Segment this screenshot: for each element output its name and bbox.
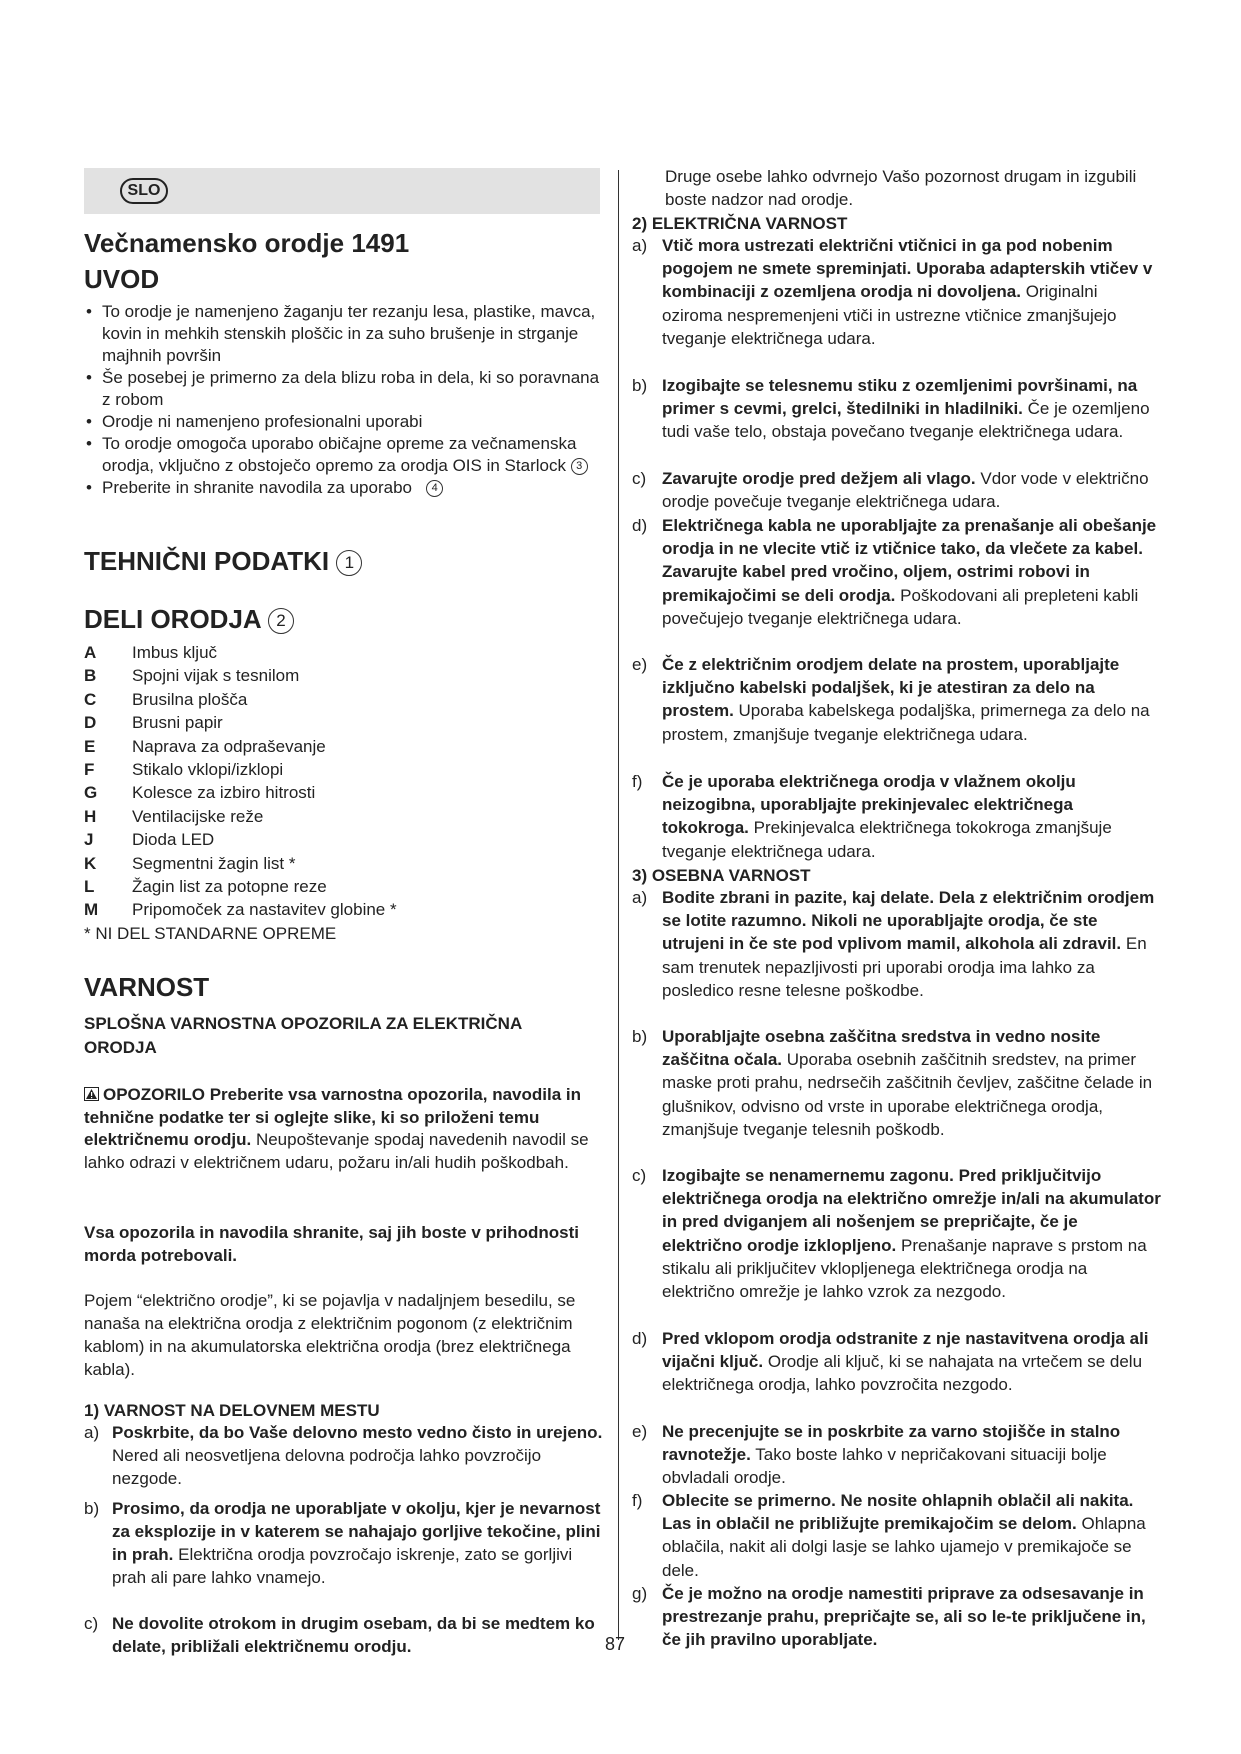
- list-item: L Žagin list za potopne reze: [84, 877, 327, 897]
- list-item: A Imbus ključ: [84, 643, 218, 662]
- list-item: • Še posebej je primerno za dela blizu roba in dela, ki so poravnana z robom: [84, 367, 604, 411]
- section-3-item-d: d) Pred vklopom orodja odstranite z nje nastavitvena orodja ali vijačni ključ. Orodje ali ključ, ki se nahajata na vrtečem se delu električnega orodja, lahko povzročita nezgodo.: [632, 1329, 1149, 1395]
- section-3-item-a: a) Bodite zbrani in pazite, kaj delate. Dela z električnim orodjem se lotite razumno. Nikoli ne uporabljajte orodja, če ste utrujeni in če ste pod vplivom mamil, alkohola ali zdravil. En sam trenutek nepazljivosti pri uporabi orodja ima lahko za posledico resne telesne poškodbe.: [632, 888, 1155, 1000]
- list-item: J Dioda LED: [84, 830, 215, 850]
- list-item: • To orodje omogoča uporabo običajne opreme za večnamenska orodja, vključno z obstoječo opremo za orodja OIS in Starlock 3: [84, 433, 604, 477]
- parts-note: * NI DEL STANDARNE OPREME: [84, 923, 337, 943]
- list-item: C Brusilna plošča: [84, 689, 248, 709]
- section-2-item-f: f) Če je uporaba električnega orodja v vlažnem okolju neizogibna, uporabljajte prekinjevalec električnega tokokroga. Prekinjevalca električnega tokokroga zmanjšuje tveganje električnega udara.: [632, 772, 1112, 861]
- list-item: D Brusni papir: [84, 713, 223, 733]
- list-item: K Segmentni žagin list *: [84, 853, 296, 873]
- list-item: B Spojni vijak s tesnilom: [84, 666, 300, 686]
- parts-list: [84, 641, 397, 945]
- ref-number-2: 2: [268, 608, 294, 634]
- language-badge: SLO: [120, 178, 168, 204]
- intro-bullet-list: [84, 301, 604, 499]
- continued-paragraph: Druge osebe lahko odvrnejo Vašo pozornost drugam in izgubili boste nadzor nad orodje.: [665, 167, 1137, 209]
- safety-heading: VARNOST: [84, 972, 210, 1002]
- tech-data-heading: TEHNIČNI PODATKI 1: [84, 546, 362, 577]
- section-3-heading: 3) OSEBNA VARNOST: [632, 866, 811, 885]
- power-tool-term-paragraph: Pojem “električno orodje”, ki se pojavlja v nadaljnjem besedilu, se nanaša na električna orodja z električnim pogonom (z električnim kablom) in na akumulatorska električna orodja (brez električnega kabla).: [84, 1291, 576, 1379]
- list-item: • To orodje je namenjeno žaganju ter rezanju lesa, plastike, mavca, kovin in mehkih stenskih ploščic in za suho brušenje in strganje majhnih površin: [84, 301, 604, 367]
- page-number: 87: [605, 1634, 626, 1654]
- section-2-item-a: a) Vtič mora ustrezati električni vtičnici in ga pod nobenim pogojem ne smete spreminjati. Uporaba adapterskih vtičev v kombinaciji z ozemljena orodja ni dovoljena. Originalni oziroma nespremenjeni vtiči in ustrezne vtičnice zmanjšujejo tveganje električnega udara.: [632, 236, 1153, 348]
- section-1-item-c: c) Ne dovolite otrokom in drugim osebam, da bi se medtem ko delate, približali električnemu orodju.: [84, 1614, 595, 1656]
- section-2-item-e: e) Če z električnim orodjem delate na prostem, uporabljajte izključno kabelski podaljšek, ki je atestiran za delo na prostem. Uporaba kabelskega podaljška, primernega za delo na prostem, zmanjšuje tveganje električnega udara.: [632, 655, 1150, 744]
- column-divider: [618, 170, 619, 1640]
- document-title: Večnamensko orodje 1491: [84, 228, 410, 258]
- section-3-item-e: e) Ne precenjujte se in poskrbite za varno stojišče in stalno ravnotežje. Tako boste lahko v nepričakovani situaciji bolje obvladali orodje.: [632, 1422, 1121, 1488]
- section-3-item-c: c) Izogibajte se nenamernemu zagonu. Pred priključitvijo električnega orodja na električno omrežje in/ali na akumulator in pred dviganjem ali nošenjem se prepričajte, če je električno orodje izklopljeno. Prenašanje naprave s prstom na stikalu ali priključitev vklopljenega električnega orodja na električno omrežje je lahko vzrok za nezgodo.: [632, 1166, 1161, 1302]
- section-1-heading: 1) VARNOST NA DELOVNEM MESTU: [84, 1401, 380, 1420]
- ref-number-3: 3: [571, 458, 588, 475]
- intro-heading: UVOD: [84, 264, 160, 294]
- parts-heading: DELI ORODJA 2: [84, 604, 294, 635]
- keep-instructions-paragraph: Vsa opozorila in navodila shranite, saj jih boste v prihodnosti morda potrebovali.: [84, 1223, 579, 1265]
- list-item: • Preberite in shranite navodila za uporabo 4: [84, 477, 604, 499]
- section-3-item-f: f) Oblecite se primerno. Ne nosite ohlapnih oblačil ali nakita. Las in oblačil ne približujte premikajočim se delom. Ohlapna oblačila, nakit ali dolgi lasje se lahko ujamejo v premikajoče se dele.: [632, 1491, 1146, 1580]
- list-item: H Ventilacijske reže: [84, 806, 264, 826]
- section-2-item-b: b) Izogibajte se telesnemu stiku z ozemljenimi površinami, na primer s cevmi, grelci, štedilniki in hladilniki. Če je ozemljeno tudi vaše telo, obstaja povečano tveganje električnega udara.: [632, 376, 1150, 442]
- warning-paragraph: OPOZORILO Preberite vsa varnostna opozorila, navodila in tehnične podatke ter si oglejte slike, ki so priloženi temu električnemu orodju. Neupoštevanje spodaj navedenih navodil se lahko odrazi v električnem udaru, požaru in/ali hudih poškodbah.: [84, 1085, 589, 1172]
- section-2-heading: 2) ELEKTRIČNA VARNOST: [632, 214, 848, 233]
- list-item: • Orodje ni namenjeno profesionalni uporabi: [84, 411, 604, 433]
- section-1-item-b: b) Prosimo, da orodja ne uporabljate v okolju, kjer je nevarnost za eksplozije in v katerem se nahajajo gorljive tekočine, plini in prah. Električna orodja povzročajo iskrenje, zato se gorljivi prah ali pare lahko vnamejo.: [84, 1499, 601, 1587]
- list-item: G Kolesce za izbiro hitrosti: [84, 783, 316, 803]
- ref-number-4: 4: [426, 480, 443, 497]
- section-3-item-b: b) Uporabljajte osebna zaščitna sredstva in vedno nosite zaščitna očala. Uporaba osebnih zaščitnih sredstev, na primer maske proti prahu, nedrsečih zaščitnih čevljev, zaščitne čelade in glušnikov, odvisno od vrste in uporabe električnega orodja, zmanjšuje tveganje telesnih poškodb.: [632, 1027, 1153, 1139]
- safety-subheading: SPLOŠNA VARNOSTNA OPOZORILA ZA ELEKTRIČNA ORODJA: [84, 1014, 523, 1057]
- section-2-item-d: d) Električnega kabla ne uporabljajte za prenašanje ali obešanje orodja in ne vlecite vtič iz vtičnice tako, da vlečete za kabel. Zavarujte kabel pred vročino, oljem, ostrimi robovi in premikajočimi se deli orodja. Poškodovani ali prepleteni kabli povečujejo tveganje električnega udara.: [632, 516, 1157, 628]
- list-item: M Pripomoček za nastavitev globine *: [84, 900, 397, 920]
- warning-triangle-icon: [84, 1087, 99, 1101]
- ref-number-1: 1: [336, 550, 362, 576]
- section-1-item-a: a) Poskrbite, da bo Vaše delovno mesto vedno čisto in urejeno. Nered ali neosvetljena delovna področja lahko povzročijo nezgode.: [84, 1423, 603, 1488]
- list-item: F Stikalo vklopi/izklopi: [84, 760, 284, 780]
- list-item: E Naprava za odpraševanje: [84, 736, 326, 756]
- language-header-bar: [84, 168, 600, 214]
- section-3-item-g: g) Če je možno na orodje namestiti priprave za odsesavanje in prestrezanje prahu, prepričajte se, ali so le-te priključene in, če jih pravilno uporabljate.: [632, 1584, 1146, 1650]
- section-2-item-c: c) Zavarujte orodje pred dežjem ali vlago. Vdor vode v električno orodje povečuje tveganje električnega udara.: [632, 469, 1149, 512]
